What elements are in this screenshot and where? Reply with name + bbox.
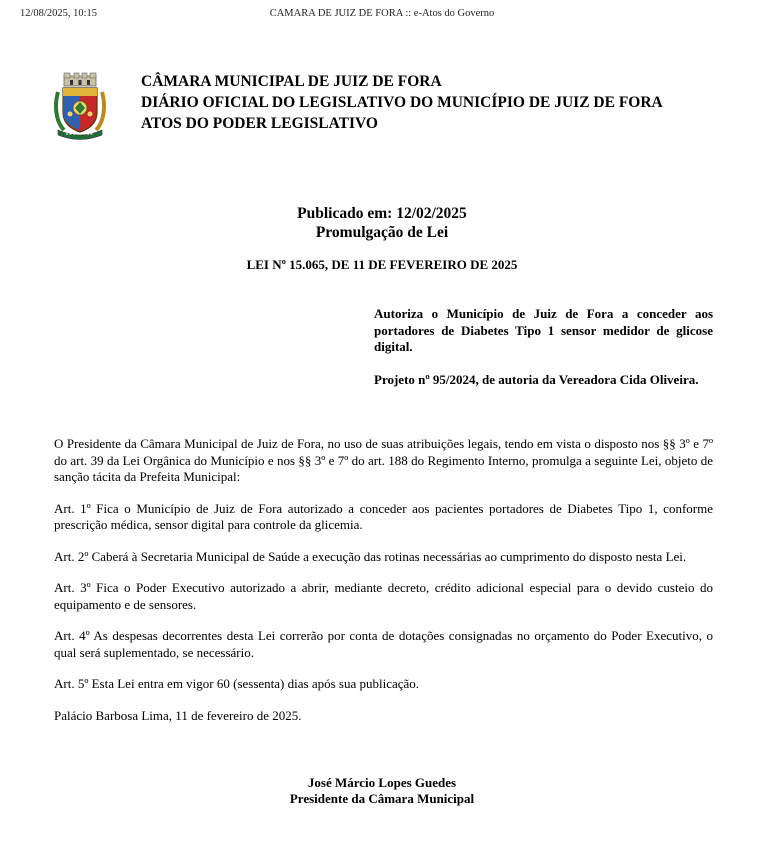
ementa-text: Autoriza o Município de Juiz de Fora a conceder aos portadores de Diabetes Tipo 1 sensor medidor de glicose digital. bbox=[374, 306, 713, 354]
article-2: Art. 2º Caberá à Secretaria Municipal de Saúde a execução das rotinas necessárias ao cumprimento do disposto nesta Lei. bbox=[54, 548, 687, 564]
project-reference: Projeto nº 95/2024, de autoria da Vereadora Cida Oliveira. bbox=[374, 371, 699, 387]
print-date: 12/08/2025, 10:15 bbox=[20, 8, 98, 19]
closing-place-date: Palácio Barbosa Lima, 11 de fevereiro de 2025. bbox=[54, 707, 302, 723]
article-5: Art. 5º Esta Lei entra em vigor 60 (sessenta) dias após sua publicação. bbox=[54, 676, 420, 691]
institution-name: CÂMARA MUNICIPAL DE JUIZ DE FORA bbox=[141, 73, 442, 90]
law-body bbox=[54, 436, 713, 739]
signatory-role: Presidente da Câmara Municipal bbox=[289, 791, 475, 806]
law-number: LEI Nº 15.065, DE 11 DE FEVEREIRO DE 2025 bbox=[246, 257, 518, 272]
gazette-name: DIÁRIO OFICIAL DO LEGISLATIVO DO MUNICÍPIO DE JUIZ DE FORA bbox=[141, 94, 663, 111]
municipal-coat-of-arms-icon bbox=[52, 72, 108, 140]
publication-info bbox=[0, 204, 764, 242]
publication-type: Promulgação de Lei bbox=[315, 224, 449, 241]
signature-block bbox=[0, 775, 764, 807]
article-4: Art. 4º As despesas decorrentes desta Lei correrão por conta de dotações consignadas no orçamento do Poder Executivo, o qual será suplementado, se necessário. bbox=[54, 628, 713, 660]
article-3: Art. 3º Fica o Poder Executivo autorizado a abrir, mediante decreto, crédito adicional especial para o devido custeio do equipamento e de sensores. bbox=[54, 580, 713, 612]
publication-date: Publicado em: 12/02/2025 bbox=[297, 205, 467, 222]
document-header bbox=[141, 71, 663, 134]
article-1: Art. 1º Fica o Município de Juiz de Fora autorizado a conceder aos pacientes portadores de Diabetes Tipo 1, conforme prescrição médica, sensor digital para controle da glicemia. bbox=[54, 500, 713, 532]
print-page-title: CAMARA DE JUIZ DE FORA :: e-Atos do Governo bbox=[269, 8, 495, 19]
print-header bbox=[20, 8, 744, 22]
law-summary bbox=[374, 306, 713, 404]
section-name: ATOS DO PODER LEGISLATIVO bbox=[141, 115, 378, 132]
signatory-name: José Márcio Lopes Guedes bbox=[307, 775, 457, 790]
preamble: O Presidente da Câmara Municipal de Juiz de Fora, no uso de suas atribuições legais, tendo em vista o disposto nos §§ 3º e 7º do art. 39 da Lei Orgânica do Município e nos §§ 3º e 7º do art. 188 do Regimento Interno, promulga a seguinte Lei, objeto de sanção tácita da Prefeita Municipal: bbox=[54, 436, 713, 484]
